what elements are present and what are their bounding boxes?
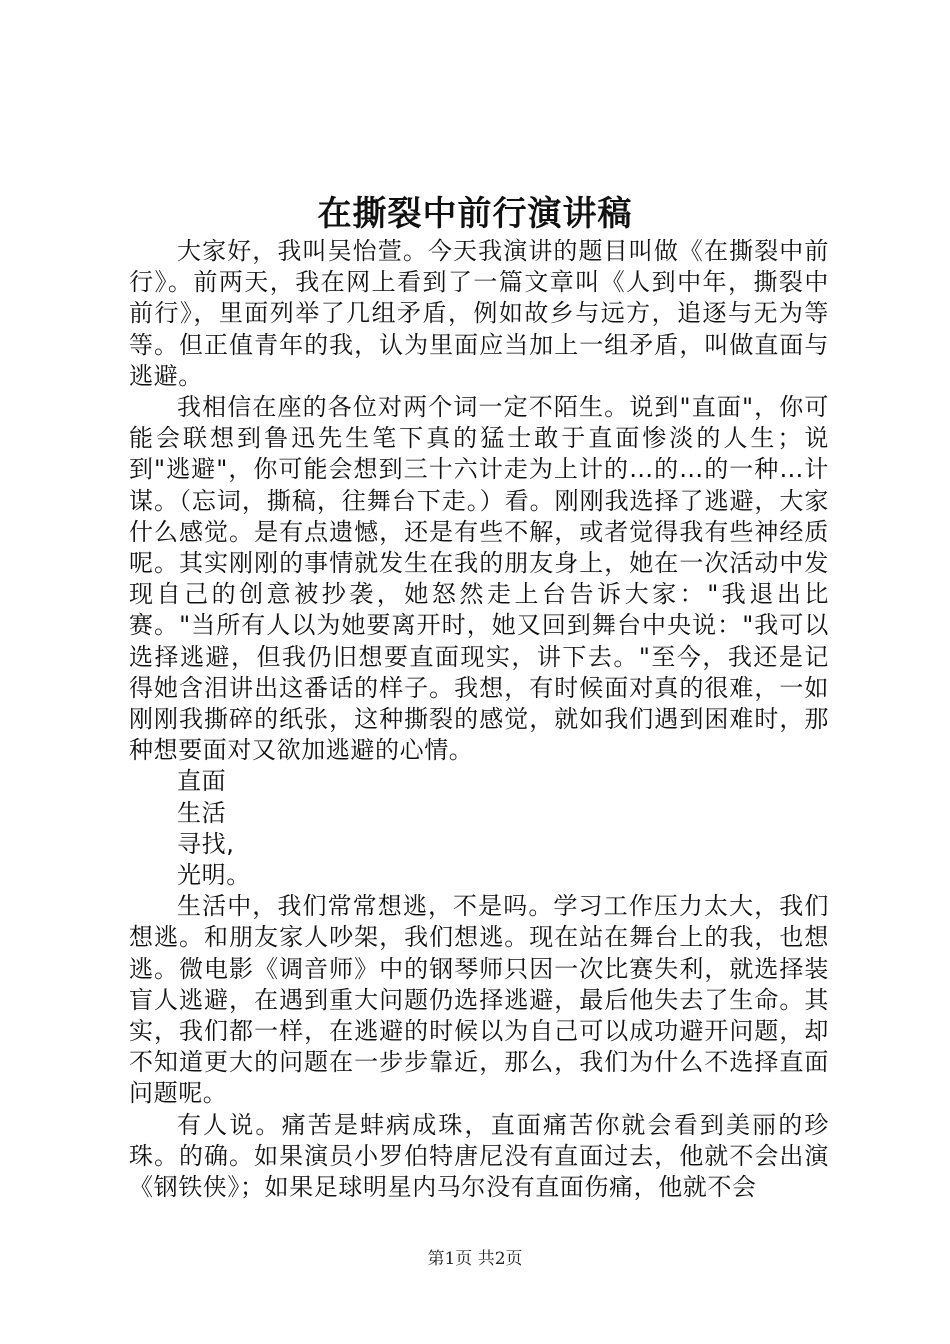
short-line-2: 生活 (177, 798, 227, 827)
page-number-footer: 第1页 共2页 (427, 1249, 523, 1269)
paragraph-face-or-escape: 我相信在座的各位对两个词一定不陌生。说到"直面"，你可能会联想到鲁迅先生笔下真的猛士敢于直面惨淡的人生；说到"逃避"，你可能会想到三十六计走为上计的…的…的一种…计谋。（忘词，撕稿，往舞台下走。）看。刚刚我选择了逃避，大家什么感觉。是有点遗憾，还是有些不解，或者觉得我有些神经质呢。其实刚刚的事情就发生在我的朋友身上，她在一次活动中发现自己的创意被抄袭，她怒然走上台告诉大家："我退出比赛。"当所有人以为她要离开时，她又回到舞台中央说："我可以选择逃避，但我仍旧想要直面现实，讲下去。"至今，我还是记得她含泪讲出这番话的样子。我想，有时候面对真的很难，一如刚刚我撕碎的纸张，这种撕裂的感觉，就如我们遇到困难时，那种想要面对又欲加逃避的心情。 (129, 393, 829, 765)
document-title: 在撕裂中前行演讲稿 (317, 194, 633, 234)
short-line-3: 寻找, (177, 829, 235, 858)
short-line-1: 直面 (177, 767, 227, 796)
short-line-4: 光明。 (177, 861, 251, 890)
paragraph-life: 生活中，我们常常想逃，不是吗。学习工作压力太大，我们想逃。和朋友家人吵架，我们想逃。现在站在舞台上的我，也想逃。微电影《调音师》中的钢琴师只因一次比赛失利，就选择装盲人逃避，在遇到重大问题仍选择逃避，最后他失去了生命。其实，我们都一样，在逃避的时候以为自己可以成功避开问题，却不知道更大的问题在一步步靠近，那么，我们为什么不选择直面问题呢。 (129, 892, 829, 1108)
paragraph-intro: 大家好，我叫吴怡萱。今天我演讲的题目叫做《在撕裂中前行》。前两天，我在网上看到了一篇文章叫《人到中年，撕裂中前行》，里面列举了几组矛盾，例如故乡与远方，追逐与无为等等。但正值青年的我，认为里面应当加上一组矛盾，叫做直面与逃避。 (129, 237, 829, 390)
document-body (129, 236, 829, 1203)
paragraph-pearl: 有人说。痛苦是蚌病成珠，直面痛苦你就会看到美丽的珍珠。的确。如果演员小罗伯特唐尼没有直面过去，他就不会出演《钢铁侠》；如果足球明星内马尔没有直面伤痛，他就不会 (129, 1110, 829, 1202)
